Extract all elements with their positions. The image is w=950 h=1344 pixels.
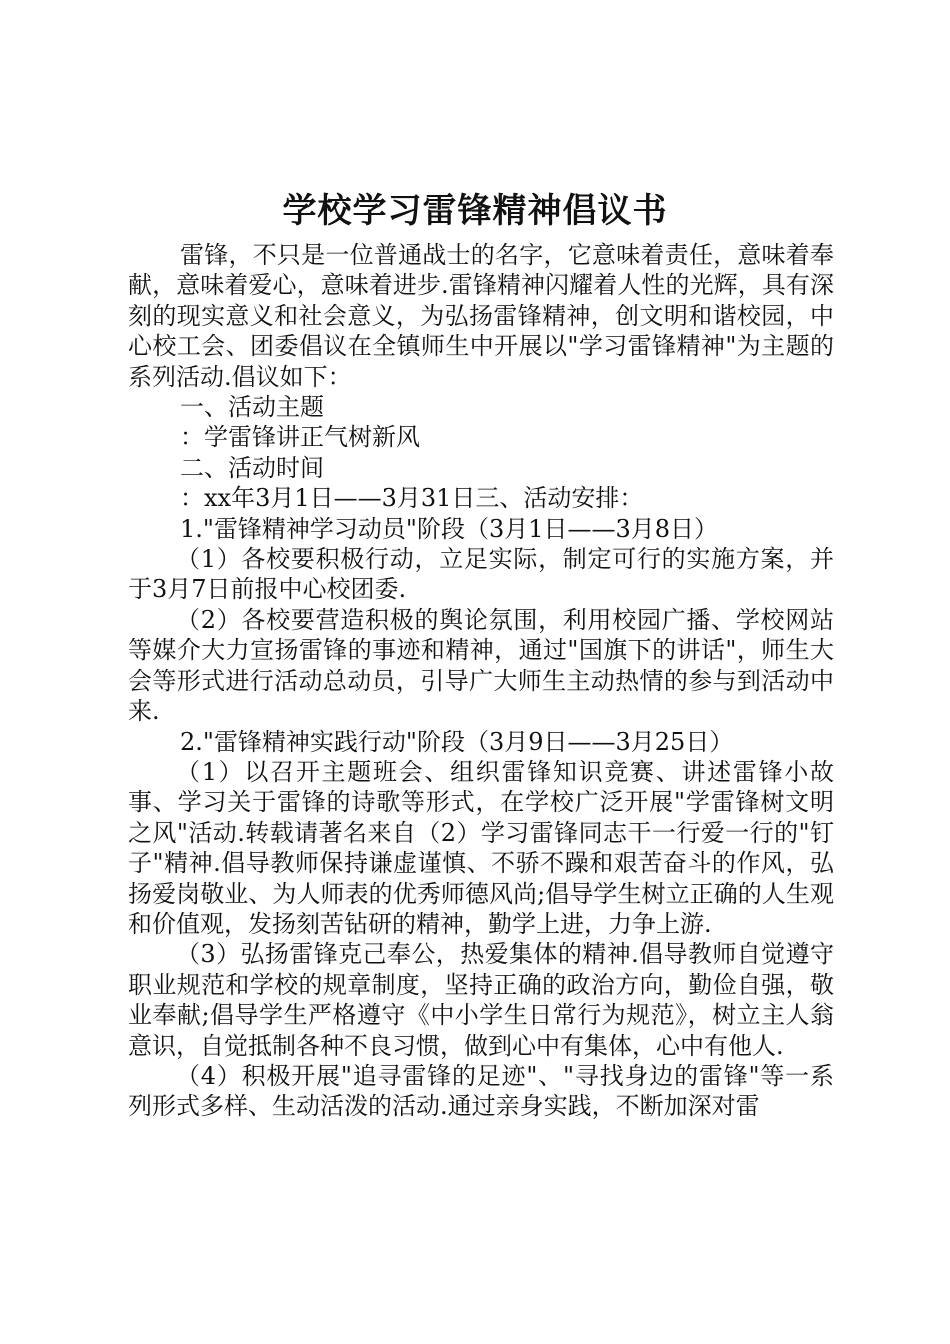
stage-two-item-1: （1）以召开主题班会、组织雷锋知识竞赛、讲述雷锋小故事、学习关于雷锋的诗歌等形式，在学校广泛开展"学雷锋树文明之风"活动.转载请著名来自（2）学习雷锋同志干一行爱一行的"钉子"精神.倡导教师保持谦虚谨慎、不骄不躁和艰苦奋斗的作风，弘扬爱岗敬业、为人师表的优秀师德风尚;倡导学生树立正确的人生观和价值观，发扬刻苦钻研的精神，勤学上进，力争上游. (128, 757, 834, 938)
time-text: ：xx年3月1日——3月31日三、活动安排： (180, 484, 644, 513)
section-heading-time: 二、活动时间 (180, 453, 324, 482)
document-body (128, 240, 834, 1122)
stage-one-heading: 1."雷锋精神学习动员"阶段（3月1日——3月8日） (180, 514, 719, 543)
stage-two-item-4: （4）积极开展"追寻雷锋的足迹"、"寻找身边的雷锋"等一系列形式多样、生动活泼的活动.通过亲身实践，不断加深对雷 (128, 1061, 834, 1121)
document-title: 学校学习雷锋精神倡议书 (282, 191, 668, 231)
stage-two-heading: 2."雷锋精神实践行动"阶段（3月9日——3月25日） (180, 727, 734, 756)
intro-paragraph: 雷锋，不只是一位普通战士的名字，它意味着责任，意味着奉献，意味着爱心，意味着进步.雷锋精神闪耀着人性的光辉，具有深刻的现实意义和社会意义，为弘扬雷锋精神，创文明和谐校园，中心校工会、团委倡议在全镇师生中开展以"学习雷锋精神"为主题的系列活动.倡议如下： (128, 241, 834, 391)
stage-two-item-3: （3）弘扬雷锋克己奉公，热爱集体的精神.倡导教师自觉遵守职业规范和学校的规章制度，坚持正确的政治方向，勤俭自强，敬业奉献;倡导学生严格遵守《中小学生日常行为规范》，树立主人翁意识，自觉抵制各种不良习惯，做到心中有集体，心中有他人. (128, 940, 834, 1060)
stage-one-item-2: （2）各校要营造积极的舆论氛围，利用校园广播、学校网站等媒介大力宣扬雷锋的事迹和精神，通过"国旗下的讲话"，师生大会等形式进行活动总动员，引导广大师生主动热情的参与到活动中来. (128, 605, 834, 726)
stage-one-item-1: （1）各校要积极行动，立足实际，制定可行的实施方案，并于3月7日前报中心校团委. (128, 545, 834, 604)
section-heading-theme: 一、活动主题 (180, 393, 324, 422)
theme-text: ：学雷锋讲正气树新风 (180, 423, 420, 452)
